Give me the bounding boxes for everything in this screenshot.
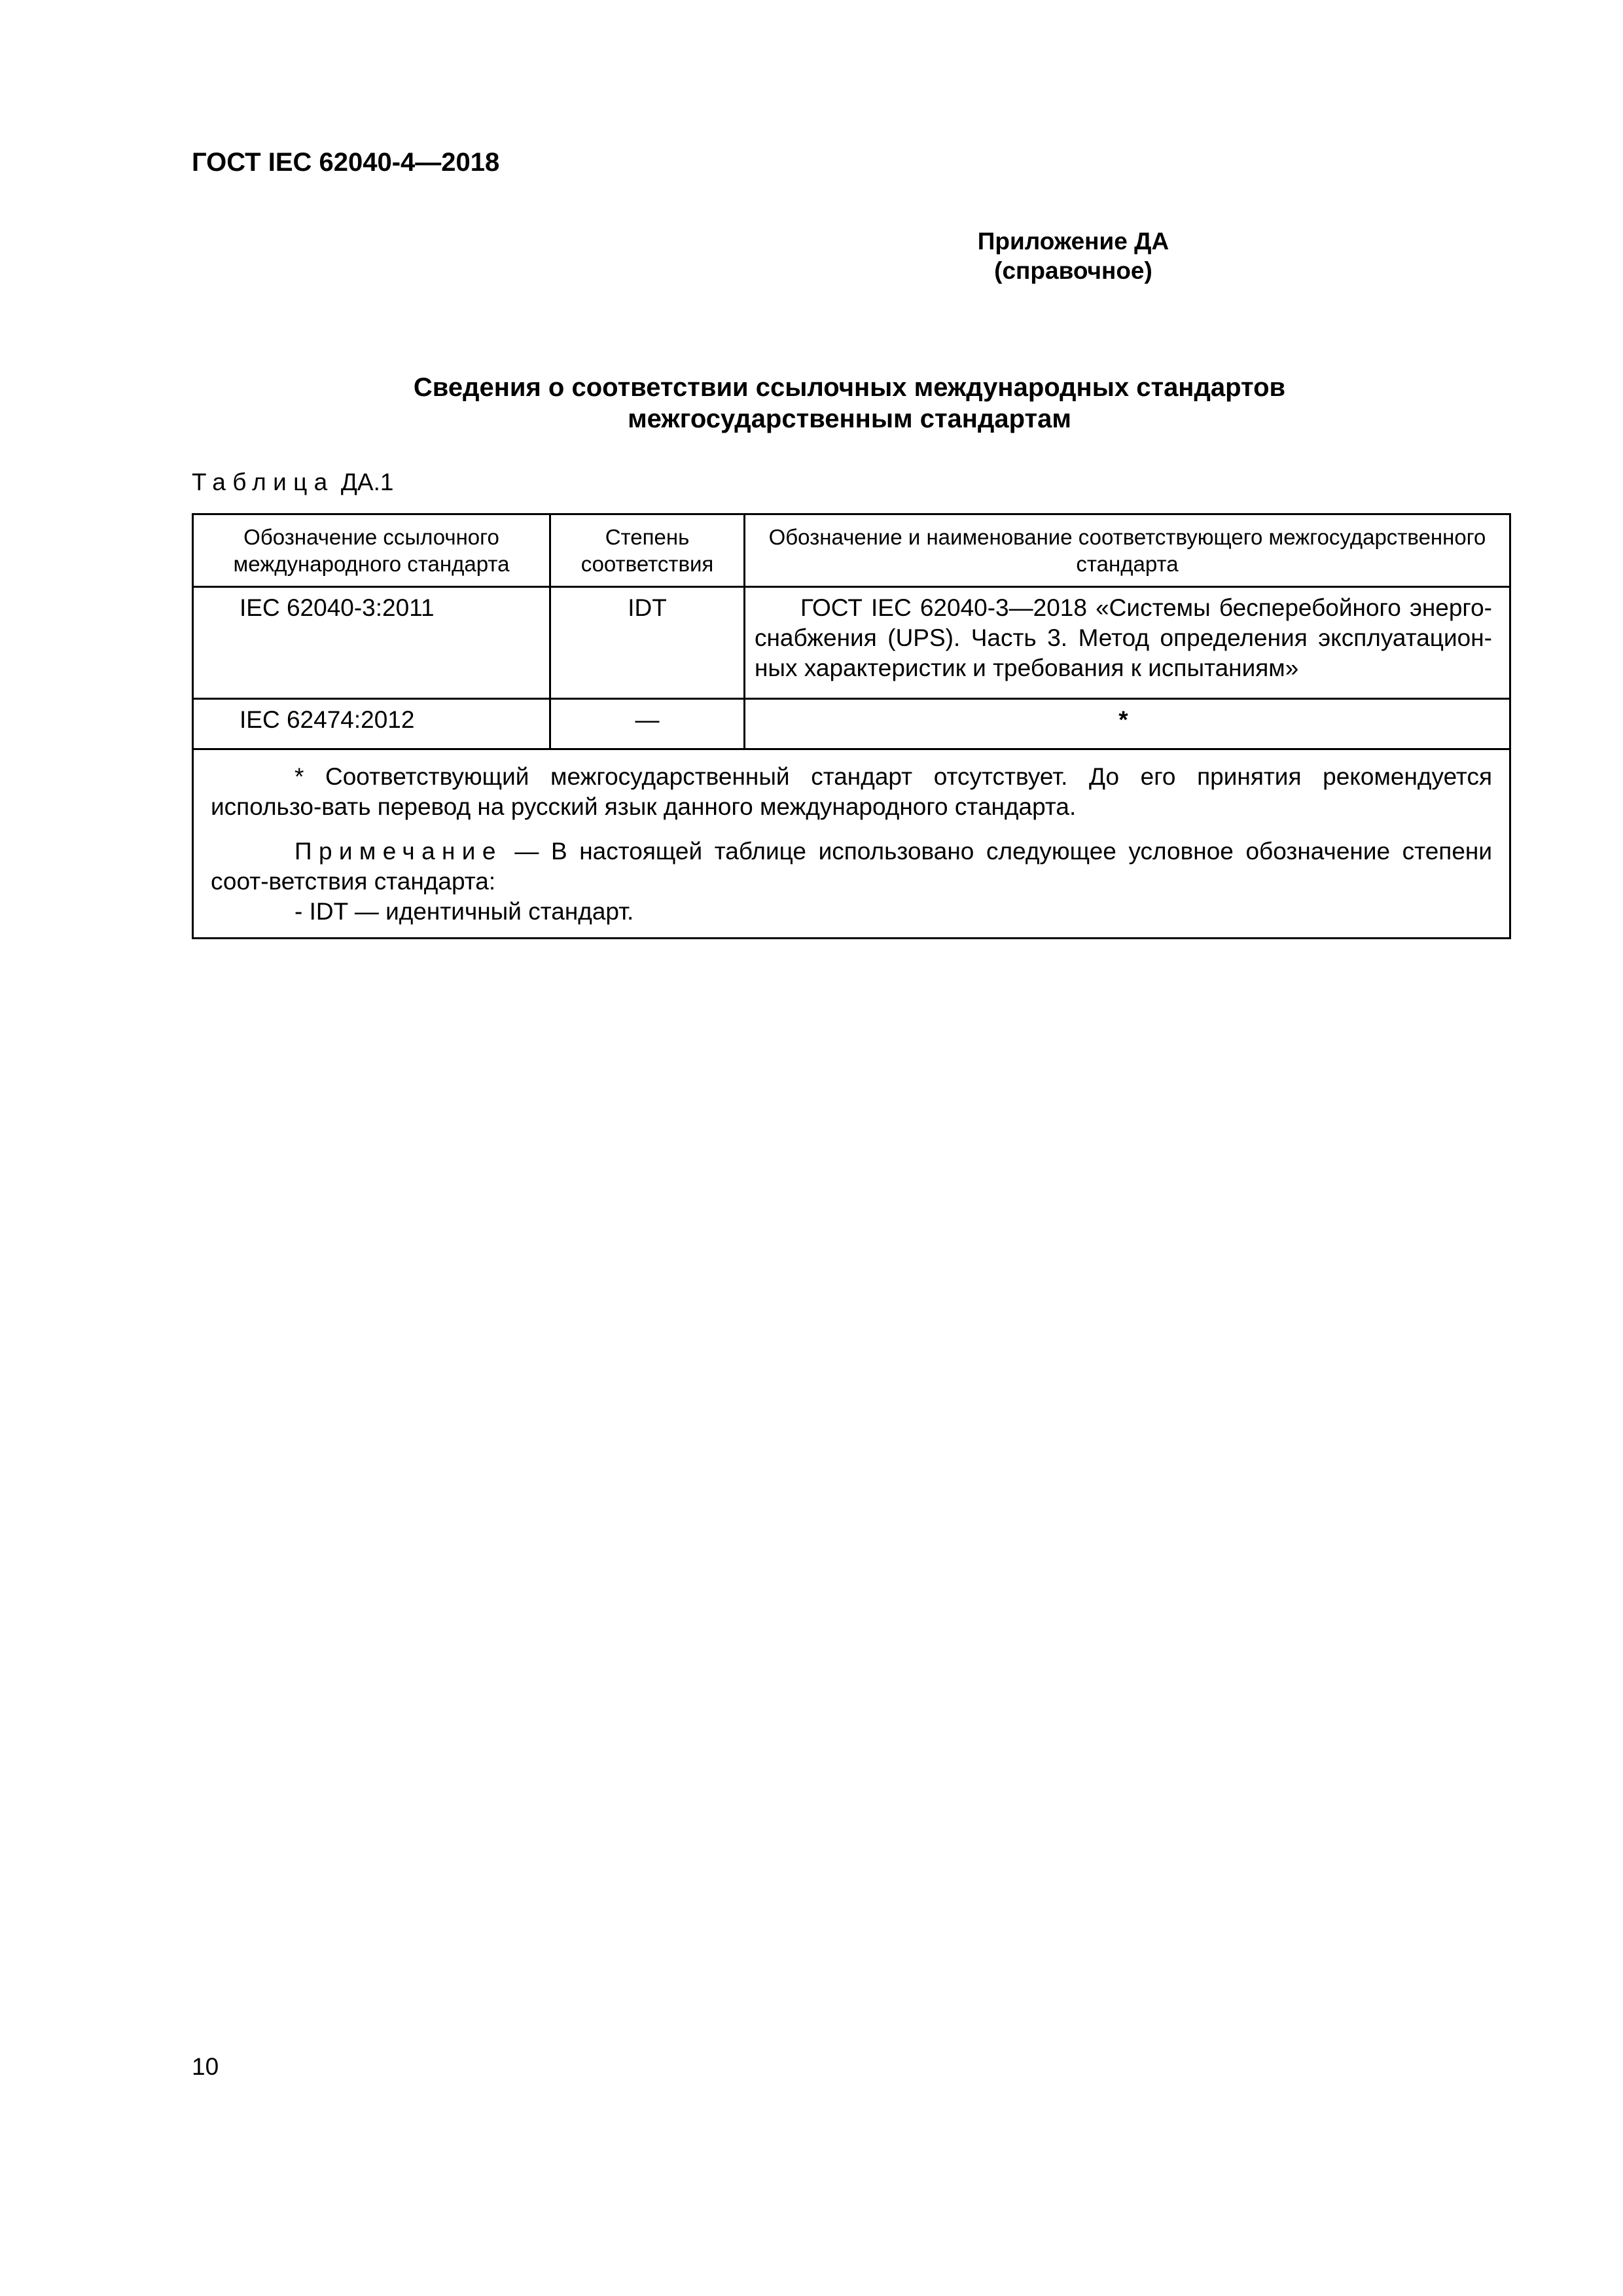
table-row (193, 699, 1510, 749)
cell-international-standard: IEC 62040-3:2011 (193, 587, 550, 699)
column-header-degree: Степень соответствия (550, 514, 745, 587)
cell-international-standard: IEC 62474:2012 (193, 699, 550, 749)
section-heading-line-1: Сведения о соответствии ссылочных международных стандартов (413, 373, 1286, 402)
column-header-national-standard: Обозначение и наименование соответствующего межгосударственного стандарта (745, 514, 1510, 587)
table-footnote: * Соответствующий межгосударственный стандарт отсутствует. До его принятия рекомендуется использо-вать перевод на русский язык данного международного стандарта. (211, 763, 1492, 820)
table-caption-word: Таблица (192, 469, 334, 495)
table-notes (193, 749, 1510, 939)
appendix-label (192, 226, 1431, 285)
cell-degree: IDT (550, 587, 745, 699)
cell-national-standard: * (745, 699, 1510, 749)
appendix-subtitle: (справочное) (994, 257, 1152, 284)
table-caption-number: ДА.1 (340, 469, 394, 495)
document-code: ГОСТ IEC 62040-4—2018 (192, 148, 500, 177)
table-header-row (193, 514, 1510, 587)
section-heading (192, 372, 1507, 435)
section-heading-line-2: межгосударственным стандартам (628, 404, 1071, 433)
note-list-item: - IDT — идентичный стандарт. (294, 898, 634, 925)
cell-national-standard: ГОСТ IEC 62040-3—2018 «Системы бесперебойного энерго-снабжения (UPS). Часть 3. Метод определения эксплуатацион-ных характеристик и требования к испытаниям» (745, 587, 1510, 699)
note-label: Примечание (294, 838, 503, 865)
column-header-international-standard: Обозначение ссылочного международного стандарта (193, 514, 550, 587)
note-text: — В настоящей таблице использовано следующее условное обозначение степени соот-ветствия стандарта: (211, 838, 1492, 895)
cell-degree: — (550, 699, 745, 749)
table-note (211, 836, 1492, 897)
page-number: 10 (192, 2053, 219, 2080)
table-notes-row (193, 749, 1510, 939)
table-caption (192, 469, 393, 496)
standards-correspondence-table (192, 513, 1511, 939)
table-row (193, 587, 1510, 699)
appendix-title: Приложение ДА (977, 228, 1169, 255)
